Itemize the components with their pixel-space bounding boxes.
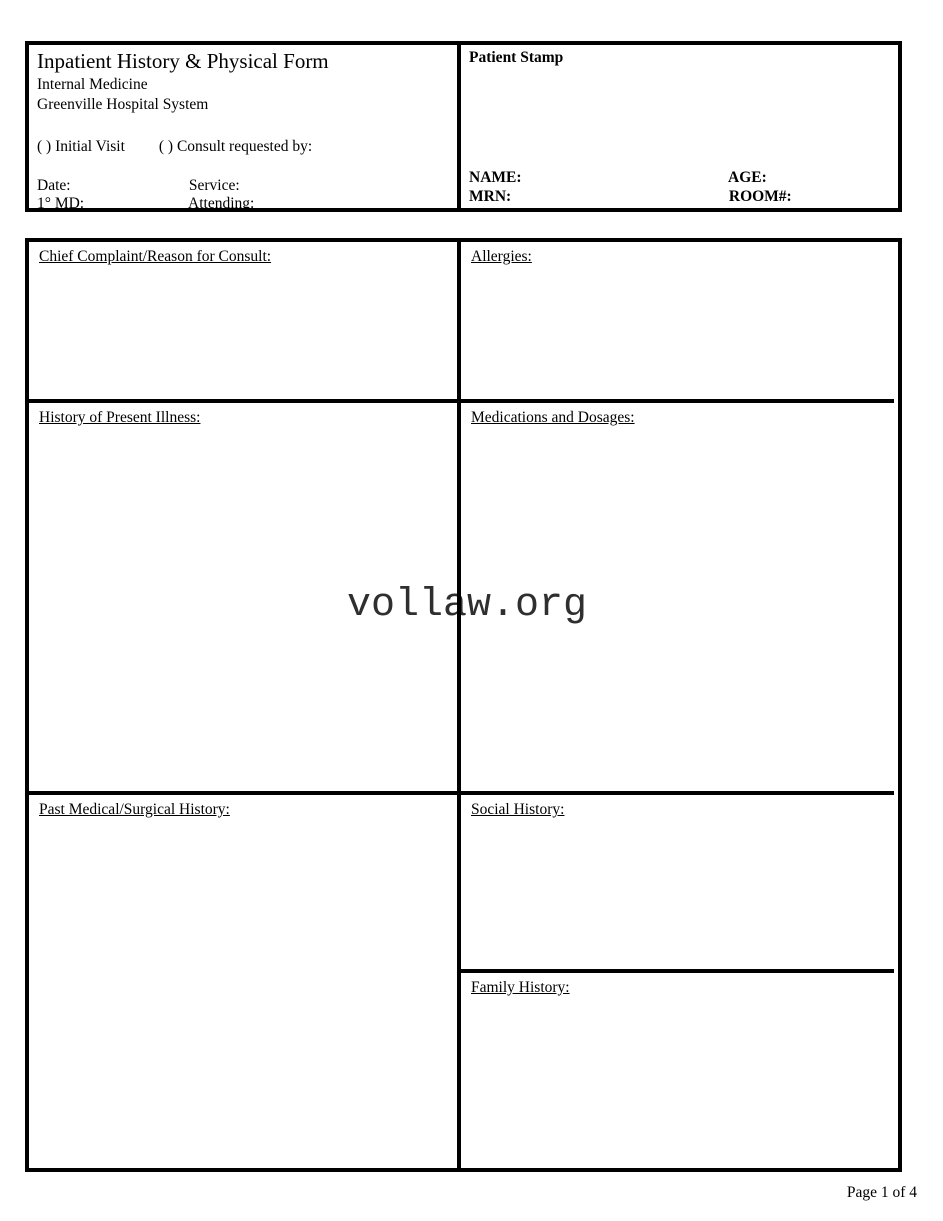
page-number: Page 1 of 4: [846, 1184, 917, 1201]
date-label: Date:: [37, 177, 71, 194]
hpi-cell: [29, 399, 457, 791]
allergies-cell: [461, 242, 894, 399]
md-attending-row: [37, 195, 457, 213]
consult-requested-option: ( ) Consult requested by:: [158, 138, 313, 155]
chief-complaint-label: Chief Complaint/Reason for Consult:: [39, 248, 272, 265]
name-age-row: [469, 168, 894, 187]
header-fields: [37, 177, 457, 213]
past-medical-history-label: Past Medical/Surgical History:: [39, 801, 230, 818]
form-title: Inpatient History & Physical Form: [37, 49, 329, 73]
patient-stamp-box: [457, 45, 894, 208]
mrn-label: MRN:: [469, 188, 512, 205]
medications-label: Medications and Dosages:: [471, 409, 635, 426]
chief-complaint-cell: [29, 242, 457, 399]
hpi-label: History of Present Illness:: [39, 409, 201, 426]
mrn-room-row: [469, 187, 894, 206]
form-sections-box: [25, 238, 902, 1172]
form-header-box: [25, 41, 902, 212]
room-label: ROOM#:: [728, 188, 792, 205]
organization-line: Greenville Hospital System: [37, 96, 209, 113]
attending-label: Attending:: [188, 195, 255, 212]
patient-stamp-fields: [469, 168, 894, 206]
watermark: vollaw.org: [347, 583, 588, 628]
department-line: Internal Medicine: [37, 76, 148, 93]
allergies-label: Allergies:: [471, 248, 532, 265]
age-label: AGE:: [728, 169, 767, 186]
sections-left-column: [29, 242, 457, 1168]
family-history-label: Family History:: [471, 979, 570, 996]
family-history-cell: [461, 969, 894, 1168]
social-history-label: Social History:: [471, 801, 565, 818]
sections-right-column: [457, 242, 894, 1168]
past-medical-history-cell: [29, 791, 457, 1168]
visit-type-row: [37, 138, 457, 156]
medications-cell: [461, 399, 894, 791]
service-label: Service:: [188, 177, 240, 194]
date-service-row: [37, 177, 457, 195]
form-header-left: [29, 45, 457, 212]
name-label: NAME:: [469, 169, 522, 186]
social-history-cell: [461, 791, 894, 969]
patient-stamp-label: Patient Stamp: [469, 49, 564, 66]
initial-visit-option: ( ) Initial Visit: [37, 138, 125, 155]
primary-md-label: 1° MD:: [37, 195, 85, 212]
